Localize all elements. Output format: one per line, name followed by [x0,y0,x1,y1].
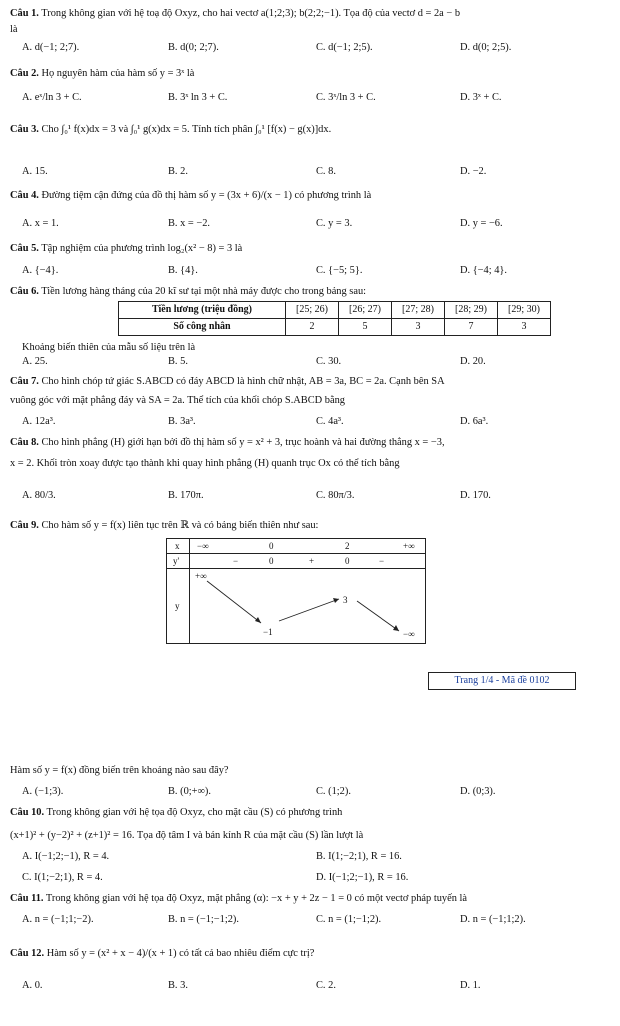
table-cell: 3 [498,319,551,336]
option-b[interactable]: B. I(1;−2;1), R = 16. [316,851,402,862]
question-text: Họ nguyên hàm của hàm số y = 3ˣ là [41,68,195,79]
vt-y-value: 3 [343,595,348,605]
question-2 [10,68,194,80]
question-label: Câu 5. [10,243,39,254]
table-row [119,319,551,336]
question-text: Cho hàm số y = f(x) liên tục trên ℝ và có bảng biến thiên như sau: [41,520,319,531]
option-b[interactable]: B. x = −2. [168,218,211,229]
option-b[interactable]: B. 5. [168,356,188,367]
vt-arrowhead [255,617,261,623]
question-text-cont: Hàm số y = f(x) đồng biến trên khoảng nào sau đây? [10,765,229,776]
vt-sign: − [379,556,385,566]
option-d[interactable]: D. 170. [460,490,491,501]
option-c[interactable]: C. {−5; 5}. [316,265,363,276]
option-b[interactable]: B. (0;+∞). [168,786,211,797]
option-c[interactable]: C. n = (1;−1;2). [316,914,382,925]
variation-table [166,538,426,644]
question-text: Tập nghiệm của phương trình log₂(x² − 8) = 3 là [41,243,243,254]
option-d[interactable]: D. 20. [460,356,486,367]
question-text: Hàm số y = (x² + x − 4)/(x + 1) có tất cả bao nhiêu điểm cực trị? [46,948,315,959]
table-cell: 3 [392,319,445,336]
option-a[interactable]: A. 25. [22,356,48,367]
option-b[interactable]: B. 170π. [168,490,204,501]
option-a[interactable]: A. (−1;3). [22,786,64,797]
question-label: Câu 8. [10,437,39,448]
question-text: Cho hình chóp tứ giác S.ABCD có đáy ABCD là hình chữ nhật, AB = 3a, BC = 2a. Cạnh bên SA [41,376,445,387]
option-d[interactable]: D. 3ˣ + C. [460,92,502,103]
question-label: Câu 10. [10,807,45,818]
vt-yprime-label: y' [173,556,180,566]
vt-y-label: y [175,601,180,611]
table-header: Số công nhân [119,319,286,336]
table-cell: [28; 29) [445,302,498,319]
option-b[interactable]: B. d(0; 2;7). [168,42,219,53]
table-cell: [27; 28) [392,302,445,319]
question-label: Câu 11. [10,893,44,904]
option-c[interactable]: C. y = 3. [316,218,353,229]
table-row [119,302,551,319]
vt-sign: − [233,556,239,566]
question-label: Câu 2. [10,68,39,79]
vt-x-value: 0 [269,541,274,551]
question-label: Câu 4. [10,190,39,201]
option-c[interactable]: C. 80π/3. [316,490,355,501]
option-a[interactable]: A. n = (−1;1;−2). [22,914,94,925]
question-label: Câu 12. [10,948,45,959]
table-cell: 7 [445,319,498,336]
table-cell: 5 [339,319,392,336]
option-d[interactable]: D. I(−1;2;−1), R = 16. [316,872,409,883]
table-cell: 2 [286,319,339,336]
vt-y-value: +∞ [195,571,207,581]
option-d[interactable]: D. n = (−1;1;2). [460,914,526,925]
option-a[interactable]: A. d(−1; 2;7). [22,42,80,53]
vt-y-value: −1 [263,627,273,637]
option-c[interactable]: C. 8. [316,166,336,177]
option-b[interactable]: B. 3. [168,980,188,991]
vt-x-value: +∞ [403,541,415,551]
vt-x-label: x [175,541,180,551]
question-label: Câu 6. [10,286,39,297]
table-cell: [26; 27) [339,302,392,319]
vt-sign: 0 [269,556,274,566]
question-8 [10,437,445,449]
option-a[interactable]: A. 12a³. [22,416,56,427]
question-text: Trong không gian với hệ tọa độ Oxyz, mặt phẳng (α): −x + y + 2z − 1 = 0 có một vectơ pháp tuyến là [45,893,467,904]
option-a[interactable]: A. x = 1. [22,218,59,229]
question-text: Cho hình phẳng (H) giới hạn bởi đồ thị hàm số y = x² + 3, trục hoành và hai đường thẳng x = −3, [41,437,445,448]
vt-y-value: −∞ [403,629,415,639]
question-text-cont: x = 2. Khối tròn xoay được tạo thành khi quay hình phẳng (H) quanh trục Ox có thể tích bằng [10,458,400,469]
option-a[interactable]: A. 15. [22,166,48,177]
option-c[interactable]: C. (1;2). [316,786,351,797]
option-b[interactable]: B. 3ˣ ln 3 + C. [168,92,228,103]
option-d[interactable]: D. d(0; 2;5). [460,42,512,53]
question-text: Trong không gian với hệ tọa độ Oxyz, cho mặt cầu (S) có phương trình [46,807,343,818]
option-b[interactable]: B. 3a³. [168,416,196,427]
question-text-cont: vuông góc với mặt phẳng đáy và SA = 2a. Thể tích của khối chóp S.ABCD bằng [10,395,345,406]
vt-arrow-down [207,581,261,623]
vt-sign: 0 [345,556,350,566]
option-a[interactable]: A. 80/3. [22,490,56,501]
vt-x-value: −∞ [197,541,209,551]
vt-arrows [167,539,425,643]
option-d[interactable]: D. {−4; 4}. [460,265,508,276]
salary-table [118,301,551,336]
vt-arrow-up [279,599,339,621]
table-header: Tiền lương (triệu đồng) [119,302,286,319]
vt-arrowhead [393,625,399,631]
option-a[interactable]: A. I(−1;2;−1), R = 4. [22,851,110,862]
option-a[interactable]: A. {−4}. [22,265,59,276]
question-5 [10,243,242,255]
question-text-cont: Khoảng biến thiên của mẫu số liệu trên là [22,342,196,353]
question-text-cont: (x+1)² + (y−2)² + (z+1)² = 16. Tọa độ tâm I và bán kính R của mặt cầu (S) lần lượt là [10,830,364,841]
question-9 [10,520,318,532]
vt-x-value: 2 [345,541,350,551]
option-c[interactable]: C. I(1;−2;1), R = 4. [22,872,103,883]
vt-sign: + [309,556,315,566]
option-c[interactable]: C. d(−1; 2;5). [316,42,373,53]
option-a[interactable]: A. eˣ/ln 3 + C. [22,92,82,103]
question-4 [10,190,371,202]
option-d[interactable]: D. y = −6. [460,218,503,229]
question-text: Trong không gian với hệ toạ độ Oxyz, cho hai vectơ a(1;2;3); b(2;2;−1). Tọa độ của vectơ d = 2a − b [41,8,461,19]
question-label: Câu 3. [10,124,39,135]
vt-arrow-down [357,601,399,631]
option-d[interactable]: D. −2. [460,166,487,177]
option-a[interactable]: A. 0. [22,980,43,991]
question-text: Cho ∫₀¹ f(x)dx = 3 và ∫₀¹ g(x)dx = 5. Tính tích phân ∫₀¹ [f(x) − g(x)]dx. [41,124,332,135]
option-b[interactable]: B. 2. [168,166,188,177]
option-d[interactable]: D. (0;3). [460,786,496,797]
question-text: Đường tiệm cận đứng của đồ thị hàm số y = (3x + 6)/(x − 1) có phương trình là [41,190,372,201]
question-3 [10,124,331,136]
question-6 [10,286,366,298]
question-text: Tiền lương hàng tháng của 20 kĩ sư tại một nhà máy được cho trong bảng sau: [41,286,367,297]
question-text-cont: là [10,24,18,35]
question-11 [10,893,467,905]
option-b[interactable]: B. {4}. [168,265,198,276]
question-label: Câu 7. [10,376,39,387]
page-footer: Trang 1/4 - Mã đề 0102 [428,672,576,690]
option-c[interactable]: C. 2. [316,980,336,991]
question-1 [10,8,460,20]
question-label: Câu 9. [10,520,39,531]
question-10 [10,807,342,819]
question-7 [10,376,445,388]
option-d[interactable]: D. 1. [460,980,481,991]
option-c[interactable]: C. 3ˣ/ln 3 + C. [316,92,376,103]
option-b[interactable]: B. n = (−1;−1;2). [168,914,239,925]
option-c[interactable]: C. 30. [316,356,342,367]
table-cell: [29; 30) [498,302,551,319]
table-cell: [25; 26) [286,302,339,319]
option-c[interactable]: C. 4a³. [316,416,344,427]
option-d[interactable]: D. 6a³. [460,416,489,427]
question-label: Câu 1. [10,8,39,19]
question-12 [10,948,314,960]
